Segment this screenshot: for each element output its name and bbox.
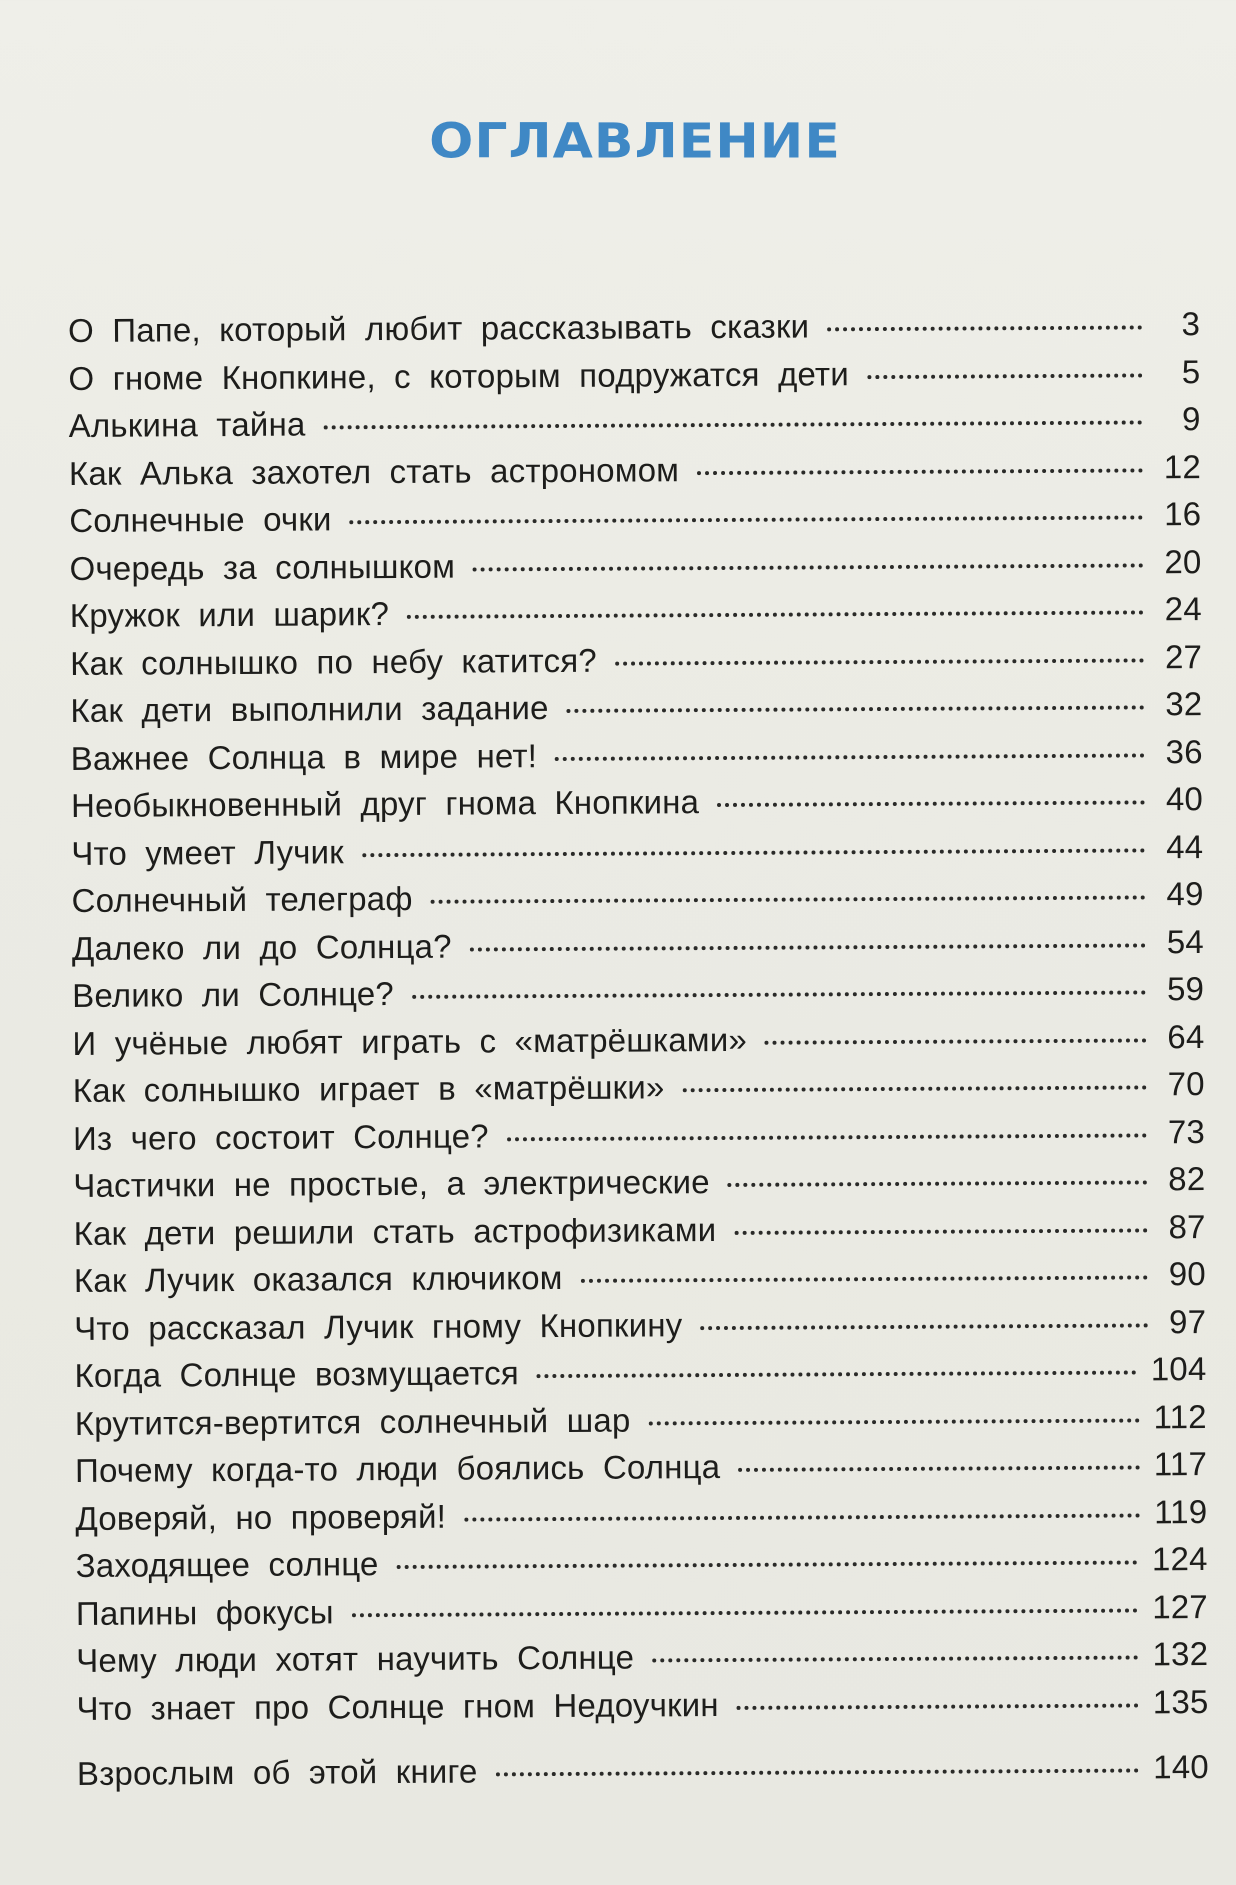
- dot-leader: [717, 800, 1145, 807]
- toc-entry-page-number: 16: [1164, 495, 1202, 533]
- dot-leader: [737, 1703, 1139, 1709]
- toc-entry: [72, 970, 1204, 1024]
- toc-entry: [74, 1208, 1206, 1262]
- toc-entry-page-number: 97: [1168, 1302, 1207, 1340]
- toc-entry: [76, 1588, 1208, 1642]
- toc-entry-title: Очередь за солнышком: [69, 547, 456, 587]
- dot-leader: [697, 468, 1143, 475]
- toc-entry-title: Велико ли Солнце?: [72, 975, 395, 1014]
- dot-leader: [700, 1323, 1148, 1330]
- toc-entry: [71, 875, 1203, 929]
- toc-entry-page-number: 64: [1167, 1017, 1205, 1055]
- toc-entry: [72, 923, 1204, 977]
- toc-entry-title: Частички не простые, а электрические: [73, 1163, 710, 1204]
- toc-entry: [76, 1635, 1208, 1689]
- toc-entry: [69, 495, 1201, 549]
- toc-entry-page-number: 20: [1164, 542, 1202, 580]
- toc-entry-title: Что знает про Солнце гном Недоучкин: [76, 1685, 719, 1727]
- toc-entry: [73, 1113, 1205, 1167]
- toc-entry: [71, 733, 1203, 787]
- toc-entry-page-number: 117: [1153, 1445, 1208, 1483]
- toc-entry-title: О гноме Кнопкине, с которым подружатся дети: [68, 354, 850, 397]
- toc-entry-page-number: 124: [1151, 1540, 1208, 1578]
- toc-entry: [75, 1445, 1207, 1499]
- toc-entry-page-number: 40: [1165, 780, 1204, 818]
- dot-leader: [728, 1180, 1148, 1187]
- dot-leader: [567, 705, 1145, 713]
- toc-entry-page-number: 90: [1168, 1255, 1207, 1293]
- toc-entry-page-number: 119: [1154, 1492, 1208, 1530]
- toc-entry-title: Папины фокусы: [75, 1592, 334, 1632]
- toc-entry: [71, 780, 1203, 834]
- toc-entry-title: Заходящее солнце: [75, 1545, 379, 1584]
- toc-entry-page-number: 132: [1152, 1635, 1209, 1673]
- dot-leader: [652, 1655, 1138, 1662]
- toc-entry: [69, 543, 1201, 597]
- toc-entry-title: Как дети выполнили задание: [70, 689, 549, 729]
- dot-leader: [648, 1418, 1139, 1425]
- toc-entry-page-number: 3: [1181, 305, 1201, 343]
- dot-leader: [734, 1228, 1147, 1235]
- toc-entry-page-number: 135: [1152, 1682, 1209, 1720]
- toc-entry-title: Как Алька захотел стать астрономом: [68, 450, 680, 492]
- toc-entry-title: Чему люди хотят научить Солнце: [76, 1638, 635, 1679]
- dot-leader: [323, 420, 1142, 429]
- dot-leader: [407, 610, 1144, 619]
- toc-entry-page-number: 82: [1168, 1160, 1206, 1198]
- toc-heading: ОГЛАВЛЕНИЕ: [429, 114, 841, 170]
- toc-entry-page-number: 112: [1153, 1397, 1207, 1435]
- toc-entry: [74, 1303, 1206, 1357]
- toc-entry-page-number: 59: [1166, 970, 1205, 1008]
- dot-leader: [352, 1608, 1139, 1617]
- toc-entry-title: Как дети решили стать астрофизиками: [73, 1210, 717, 1252]
- toc-entry: [76, 1683, 1208, 1737]
- toc-entry: [74, 1255, 1206, 1309]
- toc-entry-page-number: 127: [1152, 1587, 1209, 1625]
- toc-entry-title: Алькина тайна: [68, 405, 306, 444]
- toc-entry: [75, 1398, 1207, 1452]
- toc-entry-title: Важнее Солнца в мире нет!: [70, 736, 538, 777]
- dot-leader: [555, 753, 1145, 761]
- toc-entry-title: Доверяй, но проверяй!: [75, 1497, 447, 1537]
- dot-leader: [827, 325, 1142, 331]
- toc-entry-title: Взрослым об этой книге: [76, 1752, 478, 1792]
- toc-entry: [73, 1065, 1205, 1119]
- dot-leader: [473, 563, 1144, 571]
- toc-entry-page-number: 27: [1164, 637, 1203, 675]
- toc-entry-page-number: 12: [1163, 447, 1202, 485]
- dot-leader: [581, 1275, 1148, 1282]
- toc-entry: [68, 353, 1200, 407]
- toc-entry-title: Необыкновенный друг гнома Кнопкина: [70, 783, 700, 824]
- dot-leader: [431, 895, 1146, 903]
- toc-entry: [74, 1350, 1206, 1404]
- toc-entry: [69, 400, 1201, 454]
- dot-leader: [350, 515, 1144, 524]
- toc-entry-title: Что рассказал Лучик гному Кнопкину: [74, 1305, 683, 1347]
- toc-entry: [76, 1540, 1208, 1594]
- dot-leader: [682, 1085, 1146, 1092]
- toc-entry-title: Почему когда-то люди боялись Солнца: [74, 1448, 721, 1489]
- toc-entry-title: Крутится-вертится солнечный шар: [74, 1401, 631, 1442]
- toc-entry-page-number: 73: [1167, 1112, 1206, 1150]
- toc-entry-page-number: 54: [1166, 922, 1204, 960]
- dot-leader: [470, 943, 1146, 951]
- toc-entry-page-number: 87: [1168, 1207, 1206, 1245]
- toc-entry: [70, 638, 1202, 692]
- toc-entry-title: О Папе, который любит рассказывать сказки: [68, 307, 810, 349]
- toc-entry-page-number: 5: [1181, 352, 1201, 390]
- toc-entry-title: Кружок или шарик?: [69, 595, 390, 634]
- dot-leader: [464, 1513, 1140, 1521]
- toc-entry: [70, 590, 1202, 644]
- toc-entry: [68, 305, 1200, 359]
- toc-entry-page-number: 36: [1165, 732, 1203, 770]
- dot-leader: [537, 1370, 1137, 1378]
- toc-entry-page-number: 24: [1164, 590, 1202, 628]
- toc-entry-page-number: 9: [1181, 400, 1201, 438]
- toc-entry-title: Когда Солнце возмущается: [74, 1354, 520, 1394]
- dot-leader: [615, 658, 1144, 665]
- dot-leader: [362, 848, 1145, 857]
- table-of-contents: [68, 305, 1209, 1802]
- dot-leader: [397, 1560, 1138, 1569]
- toc-entry-page-number: 49: [1166, 875, 1204, 913]
- toc-entry-title: И учёные любят играть с «матрёшками»: [72, 1020, 748, 1062]
- toc-entry-title: Как Лучик оказался ключиком: [73, 1258, 563, 1299]
- toc-entry-title: Как солнышко по небу катится?: [70, 641, 597, 682]
- dot-leader: [496, 1768, 1140, 1776]
- toc-entry: [75, 1493, 1207, 1547]
- dot-leader: [738, 1465, 1140, 1471]
- toc-entry: [69, 448, 1201, 502]
- toc-entry: [73, 1160, 1205, 1214]
- dot-leader: [867, 373, 1143, 379]
- toc-entry-title: Далеко ли до Солнца?: [71, 927, 452, 967]
- toc-entry-page-number: 32: [1165, 685, 1203, 723]
- dot-leader: [765, 1038, 1147, 1044]
- toc-entry-page-number: 44: [1166, 827, 1204, 865]
- toc-entry-title: Что умеет Лучик: [71, 832, 344, 872]
- toc-entry-title: Солнечный телеграф: [71, 879, 413, 919]
- dot-leader: [412, 990, 1146, 998]
- dot-leader: [507, 1133, 1147, 1141]
- toc-entry-afterword: [77, 1748, 1209, 1802]
- toc-entry: [70, 685, 1202, 739]
- toc-entry: [72, 1018, 1204, 1072]
- toc-entry-page-number: 140: [1153, 1748, 1210, 1786]
- toc-entry-page-number: 70: [1167, 1065, 1205, 1103]
- toc-entry-title: Солнечные очки: [69, 500, 332, 539]
- toc-entry-title: Как солнышко играет в «матрёшки»: [72, 1068, 665, 1109]
- toc-entry-title: Из чего состоит Солнце?: [72, 1116, 489, 1157]
- toc-entry-page-number: 104: [1150, 1350, 1207, 1388]
- toc-entry: [71, 828, 1203, 882]
